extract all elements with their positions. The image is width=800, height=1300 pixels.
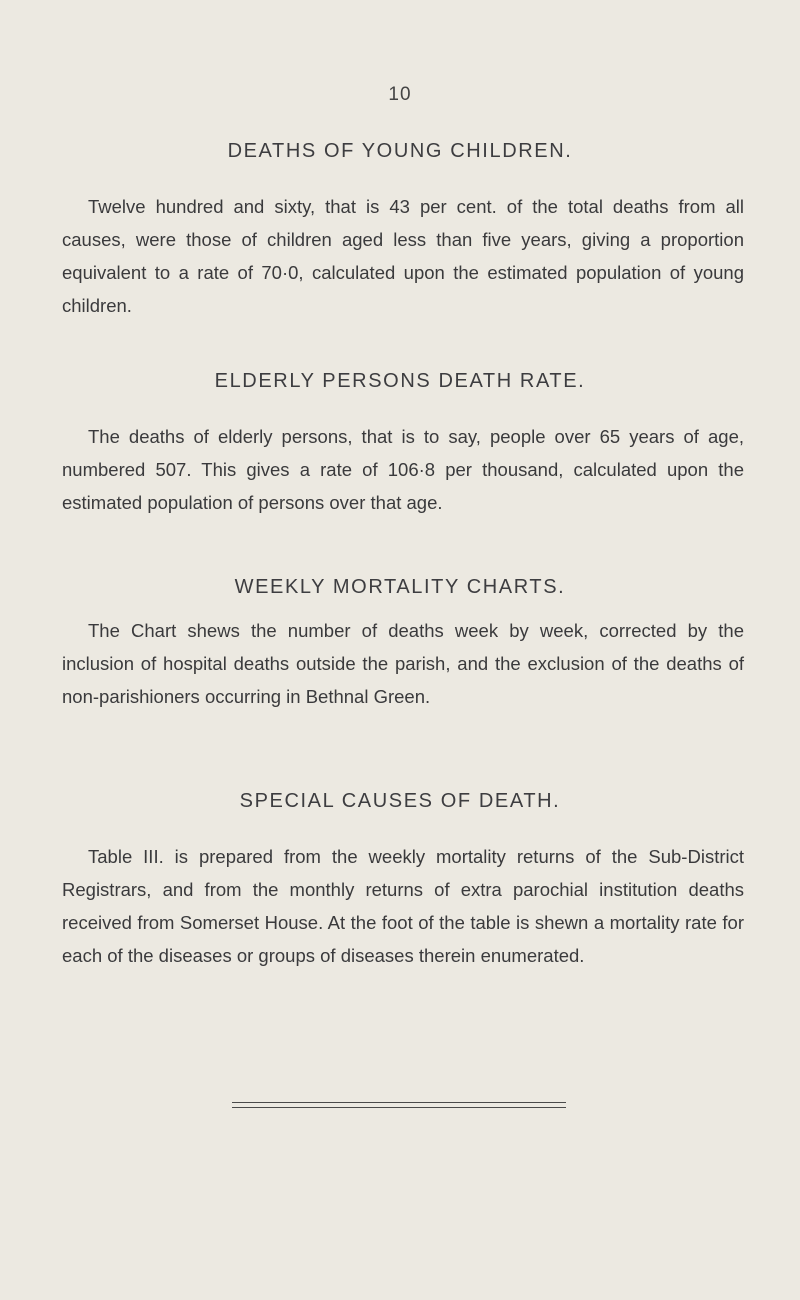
closing-rule-bottom xyxy=(232,1107,566,1108)
section-heading-weekly-mortality-charts: WEEKLY MORTALITY CHARTS. xyxy=(234,576,566,598)
paragraph-text: Table III. is prepared from the weekly mortality returns of the Sub-District Registrars, and from the monthly returns of extra parochial institution deaths received from Somerset House. At the foot of the table is shewn a mortality rate for each of the diseases or groups of diseases therein enumerated. xyxy=(62,846,744,966)
section-body-deaths-of-young-children xyxy=(62,190,744,322)
paragraph-text: The deaths of elderly persons, that is to say, people over 65 years of age, numbered 507. This gives a rate of 106·8 per thousand, calculated upon the estimated population of persons over that age. xyxy=(62,426,744,513)
section-body-weekly-mortality-charts xyxy=(62,614,744,713)
paragraph-text: Twelve hundred and sixty, that is 43 per cent. of the total deaths from all causes, were those of children aged less than five years, giving a proportion equivalent to a rate of 70·0, calculated upon the estimated population of young children. xyxy=(62,196,744,316)
page-number: 10 xyxy=(388,84,412,105)
section-heading-elderly-persons-death-rate: ELDERLY PERSONS DEATH RATE. xyxy=(214,370,586,392)
section-body-elderly-persons-death-rate xyxy=(62,420,744,519)
paragraph-text: The Chart shews the number of deaths week by week, corrected by the inclusion of hospital deaths outside the parish, and the exclusion of the deaths of non-parishioners occurring in Bethnal Green. xyxy=(62,620,744,707)
section-heading-deaths-of-young-children: DEATHS OF YOUNG CHILDREN. xyxy=(227,140,573,162)
section-body-special-causes-of-death xyxy=(62,840,744,972)
section-heading-special-causes-of-death: SPECIAL CAUSES OF DEATH. xyxy=(239,790,561,812)
closing-rule-top xyxy=(232,1102,566,1103)
